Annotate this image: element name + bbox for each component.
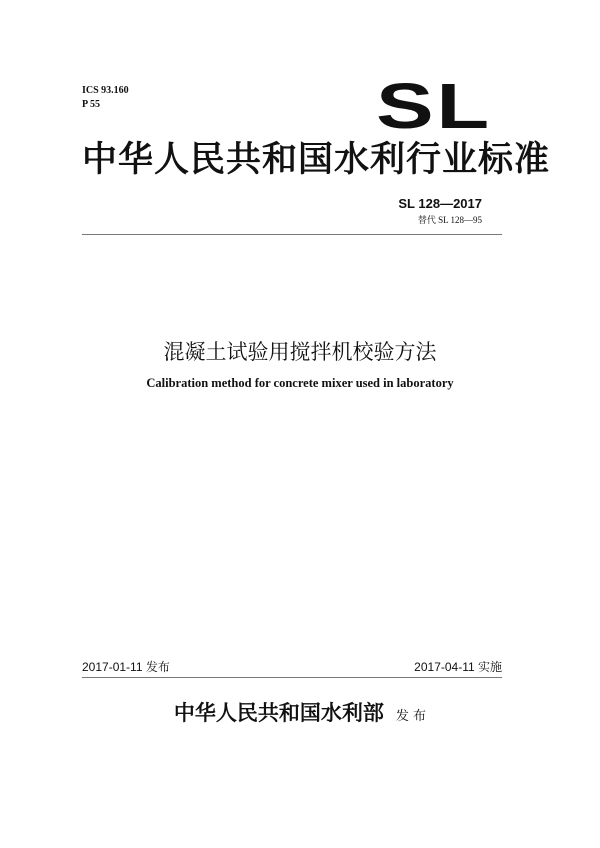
replaces-note: 替代 SL 128—95	[417, 215, 482, 225]
title-chinese: 混凝土试验用搅拌机校验方法	[163, 340, 437, 364]
title-english: Calibration method for concrete mixer used in laboratory	[146, 376, 454, 390]
issue-date: 2017-01-11 发布	[82, 660, 170, 674]
implementation-date: 2017-04-11 实施	[414, 660, 502, 674]
sl-logo: SL	[376, 70, 492, 142]
publisher-name: 中华人民共和国水利部	[173, 700, 384, 725]
organization-title: 中华人民共和国水利行业标准	[82, 140, 551, 180]
class-code: P 55	[82, 99, 101, 110]
publisher	[0, 697, 600, 727]
divider-top	[82, 234, 502, 235]
classification-codes	[82, 84, 129, 112]
ics-code: ICS 93.160	[82, 85, 129, 96]
publisher-action: 发 布	[395, 709, 427, 724]
divider-bottom	[82, 677, 502, 678]
standard-number: SL 128—2017	[398, 196, 482, 211]
